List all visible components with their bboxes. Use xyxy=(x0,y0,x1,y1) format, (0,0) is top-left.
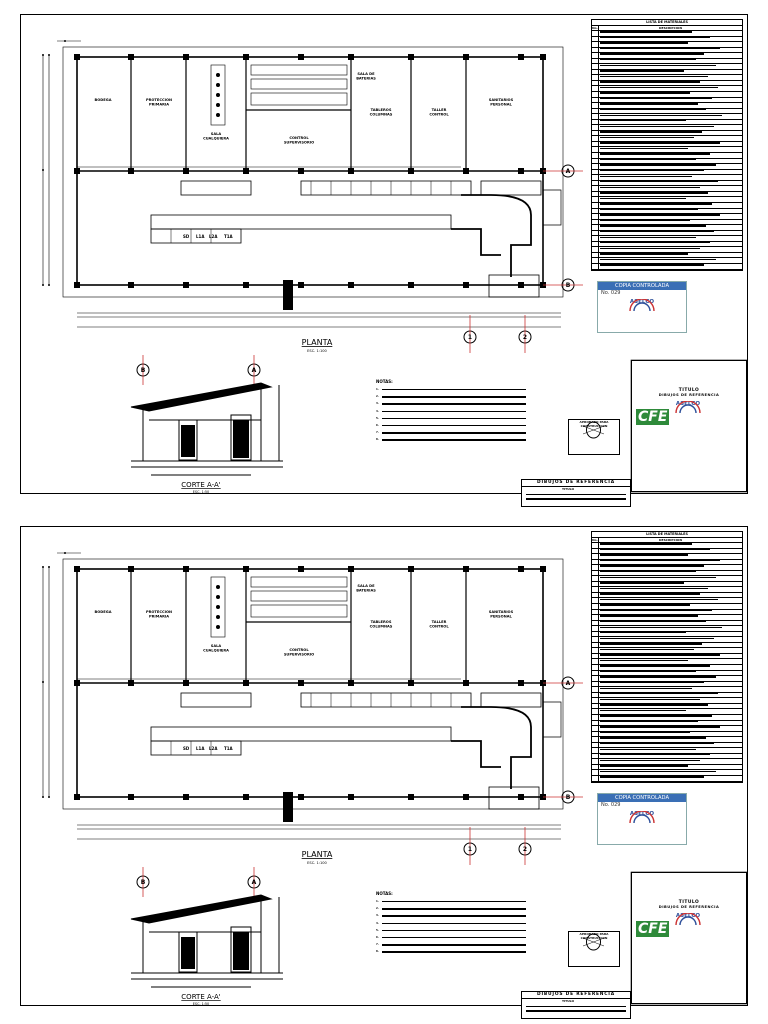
materials-row-description xyxy=(599,53,742,58)
corte-scale: ESC. 1:50 xyxy=(192,1002,210,1006)
reference-drawings-col: TITULO xyxy=(562,999,574,1003)
aselco-logo-text: ASELCO xyxy=(629,811,655,817)
materials-row-number xyxy=(592,715,599,720)
materials-row-description xyxy=(599,759,742,764)
equipment-label: L2A xyxy=(209,746,218,751)
title-block-description: DIBUJOS DE REFERENCIA xyxy=(658,905,720,909)
materials-row-description xyxy=(599,732,742,737)
materials-col-number: No. xyxy=(592,538,598,542)
materials-row-description xyxy=(599,103,742,108)
materials-row-number xyxy=(592,81,599,86)
materials-row-description xyxy=(599,59,742,64)
materials-row-description xyxy=(599,648,742,653)
materials-row-description xyxy=(599,659,742,664)
materials-row-description xyxy=(599,75,742,80)
materials-row-description xyxy=(599,175,742,180)
materials-row-number xyxy=(592,693,599,698)
materials-row-description xyxy=(599,253,742,258)
copia-controlada-number: No. 029 xyxy=(601,290,621,296)
materials-row-description xyxy=(599,86,742,91)
approval-stamp xyxy=(568,419,620,455)
materials-row-description xyxy=(599,48,742,53)
materials-row-description xyxy=(599,147,742,152)
materials-row-number xyxy=(592,42,599,47)
materials-row-description xyxy=(599,571,742,576)
materials-row-description xyxy=(599,136,742,141)
aselco-logo-titleblock-text: ASELCO xyxy=(675,913,701,919)
materials-row-number xyxy=(592,582,599,587)
materials-row-number xyxy=(592,209,599,214)
note-item: 4. xyxy=(376,410,526,413)
aselco-logo xyxy=(626,811,658,835)
reference-drawings-col: TITULO xyxy=(562,487,574,491)
materials-row-number xyxy=(592,698,599,703)
notes-list xyxy=(376,388,526,441)
materials-row-description xyxy=(599,782,742,783)
equipment-label: L1A xyxy=(196,234,205,239)
materials-row-description xyxy=(599,643,742,648)
materials-row-description xyxy=(599,754,742,759)
materials-row-number xyxy=(592,136,599,141)
materials-row-description xyxy=(599,214,742,219)
materials-row-description xyxy=(599,264,742,269)
materials-row-number xyxy=(592,571,599,576)
materials-row-number xyxy=(592,48,599,53)
aselco-logo-titleblock xyxy=(672,913,704,937)
materials-row-description xyxy=(599,776,742,781)
materials-row-description xyxy=(599,153,742,158)
materials-row-number xyxy=(592,737,599,742)
note-item: 2. xyxy=(376,907,526,910)
materials-row-description xyxy=(599,37,742,42)
materials-row-number xyxy=(592,626,599,631)
reference-drawings-table xyxy=(521,991,631,1019)
materials-row-number xyxy=(592,598,599,603)
materials-row-description xyxy=(599,186,742,191)
corte-title: CORTE A-A' xyxy=(181,993,221,1001)
equipment-label: L2A xyxy=(209,234,218,239)
materials-row-number xyxy=(592,70,599,75)
materials-row-number xyxy=(592,748,599,753)
materials-row-number xyxy=(592,125,599,130)
materials-row-number xyxy=(592,120,599,125)
materials-row-description xyxy=(599,236,742,241)
axis-label-b-corte: B xyxy=(140,879,146,886)
materials-row-description xyxy=(599,560,742,565)
materials-row-number xyxy=(592,743,599,748)
materials-row-number xyxy=(592,186,599,191)
aselco-logo-titleblock xyxy=(672,401,704,425)
materials-row-description xyxy=(599,715,742,720)
note-item: 7. xyxy=(376,943,526,946)
materials-row-description xyxy=(599,81,742,86)
title-block xyxy=(631,360,747,492)
materials-row-number xyxy=(592,654,599,659)
room-label-baterias: SALA DE BATERIAS xyxy=(356,72,376,81)
materials-row-description xyxy=(599,726,742,731)
materials-row-number xyxy=(592,92,599,97)
materials-row-description xyxy=(599,693,742,698)
materials-row-number xyxy=(592,31,599,36)
notes-section xyxy=(376,379,526,446)
note-item: 6. xyxy=(376,936,526,939)
room-label-sanitarios: SANITARIOS PERSONAL xyxy=(488,610,514,619)
drawing-sheet-1 xyxy=(20,14,748,494)
materials-row-number xyxy=(592,754,599,759)
materials-row-description xyxy=(599,709,742,714)
materials-row-number xyxy=(592,621,599,626)
materials-row-number xyxy=(592,687,599,692)
note-item: 8. xyxy=(376,950,526,953)
axis-label-2: 2 xyxy=(522,846,528,853)
room-label-bodega: BODEGA xyxy=(94,610,112,614)
materials-row-description xyxy=(599,114,742,119)
materials-row-number xyxy=(592,175,599,180)
materials-row-description xyxy=(599,615,742,620)
materials-row-description xyxy=(599,225,742,230)
materials-row-description xyxy=(599,565,742,570)
reference-drawings-header: DIBUJOS DE REFERENCIA xyxy=(522,480,630,487)
materials-row-number xyxy=(592,247,599,252)
materials-row-number xyxy=(592,203,599,208)
materials-row-description xyxy=(599,258,742,263)
materials-row-description xyxy=(599,748,742,753)
materials-row-description xyxy=(599,743,742,748)
materials-row-number xyxy=(592,676,599,681)
reference-drawings-table xyxy=(521,479,631,507)
materials-row-description xyxy=(599,31,742,36)
room-label-bodega: BODEGA xyxy=(94,98,112,102)
axis-label-1: 1 xyxy=(467,846,473,853)
copia-controlada-number: No. 029 xyxy=(601,802,621,808)
room-label-proteccion: PROTECCION PRIMARIA xyxy=(145,98,173,107)
materials-row-description xyxy=(599,203,742,208)
materials-row-number xyxy=(592,770,599,775)
note-item: 1. xyxy=(376,900,526,903)
materials-row xyxy=(592,782,742,783)
axis-label-b: B xyxy=(565,282,571,289)
materials-row-description xyxy=(599,159,742,164)
materials-row-description xyxy=(599,164,742,169)
materials-row-number xyxy=(592,59,599,64)
materials-row-description xyxy=(599,70,742,75)
note-item: 3. xyxy=(376,402,526,405)
copia-controlada-stamp xyxy=(597,281,687,333)
materials-row-number xyxy=(592,170,599,175)
materials-row-number xyxy=(592,632,599,637)
materials-row-description xyxy=(599,247,742,252)
materials-row-number xyxy=(592,258,599,263)
materials-row-number xyxy=(592,242,599,247)
materials-row-number xyxy=(592,732,599,737)
materials-row-number xyxy=(592,236,599,241)
materials-row-description xyxy=(599,543,742,548)
materials-row-number xyxy=(592,709,599,714)
equipment-label: T1A xyxy=(224,234,233,239)
room-label-control: CONTROL SUPERVISORIO xyxy=(283,136,315,145)
materials-row-description xyxy=(599,626,742,631)
materials-row-description xyxy=(599,109,742,114)
drawing-sheet-2 xyxy=(20,526,748,1006)
materials-row-description xyxy=(599,582,742,587)
room-label-baterias: SALA DE BATERIAS xyxy=(356,584,376,593)
materials-row-description xyxy=(599,637,742,642)
materials-row-description xyxy=(599,604,742,609)
aselco-logo-text: ASELCO xyxy=(629,299,655,305)
materials-row-number xyxy=(592,549,599,554)
materials-row-description xyxy=(599,682,742,687)
equipment-label: SD xyxy=(183,234,190,239)
materials-row-number xyxy=(592,765,599,770)
axis-label-b: B xyxy=(565,794,571,801)
materials-row-number xyxy=(592,565,599,570)
materials-list-title: LISTA DE MATERIALES xyxy=(592,20,742,26)
room-label-sala: SALA CUALQUIERA xyxy=(203,132,229,141)
materials-col-description: DESCRIPCION xyxy=(659,538,682,542)
note-item: 8. xyxy=(376,438,526,441)
copia-controlada-header: COPIA CONTROLADA xyxy=(598,794,686,802)
room-label-control: CONTROL SUPERVISORIO xyxy=(283,648,315,657)
materials-row-number xyxy=(592,214,599,219)
materials-list-title: LISTA DE MATERIALES xyxy=(592,532,742,538)
materials-row-description xyxy=(599,170,742,175)
note-item: 6. xyxy=(376,424,526,427)
materials-row-description xyxy=(599,765,742,770)
materials-row-number xyxy=(592,64,599,69)
materials-row-description xyxy=(599,654,742,659)
materials-row-number xyxy=(592,593,599,598)
materials-row-description xyxy=(599,125,742,130)
materials-row-description xyxy=(599,687,742,692)
materials-row-description xyxy=(599,770,742,775)
equipment-label: T1A xyxy=(224,746,233,751)
planta-title: PLANTA xyxy=(301,850,333,859)
materials-row-description xyxy=(599,231,742,236)
notes-title: NOTAS: xyxy=(376,379,393,384)
materials-row-number xyxy=(592,637,599,642)
materials-row-description xyxy=(599,242,742,247)
equipment-label: L1A xyxy=(196,746,205,751)
materials-row-description xyxy=(599,721,742,726)
materials-row-description xyxy=(599,270,742,271)
materials-row-number xyxy=(592,543,599,548)
cfe-logo: CFE xyxy=(638,921,668,937)
materials-row-number xyxy=(592,197,599,202)
materials-row-description xyxy=(599,197,742,202)
materials-row-description xyxy=(599,676,742,681)
materials-row-description xyxy=(599,220,742,225)
materials-row-description xyxy=(599,665,742,670)
materials-row-number xyxy=(592,610,599,615)
materials-row-description xyxy=(599,737,742,742)
materials-row-number xyxy=(592,86,599,91)
materials-row-number xyxy=(592,37,599,42)
equipment-label: SD xyxy=(183,746,190,751)
materials-row-number xyxy=(592,181,599,186)
materials-row-number xyxy=(592,721,599,726)
materials-row-number xyxy=(592,153,599,158)
room-label-taller: TALLER CONTROL xyxy=(429,620,449,629)
title-block-titulo: TITULO xyxy=(678,900,700,905)
note-item: 4. xyxy=(376,922,526,925)
materials-row-number xyxy=(592,587,599,592)
approval-stamp-text: APROBADO PARA CONSTRUCCION xyxy=(579,420,609,428)
materials-row-number xyxy=(592,671,599,676)
materials-row-number xyxy=(592,576,599,581)
materials-list-table xyxy=(591,531,743,783)
materials-row-description xyxy=(599,192,742,197)
approval-stamp xyxy=(568,931,620,967)
materials-row-number xyxy=(592,604,599,609)
title-block xyxy=(631,872,747,1004)
materials-row-description xyxy=(599,593,742,598)
room-label-sanitarios: SANITARIOS PERSONAL xyxy=(488,98,514,107)
materials-row-description xyxy=(599,131,742,136)
notes-title: NOTAS: xyxy=(376,891,393,896)
materials-list-rows xyxy=(592,31,742,271)
note-item: 2. xyxy=(376,395,526,398)
axis-label-a-corte: A xyxy=(251,879,257,886)
materials-row-description xyxy=(599,621,742,626)
materials-row-number xyxy=(592,231,599,236)
axis-label-2: 2 xyxy=(522,334,528,341)
materials-row-number xyxy=(592,704,599,709)
materials-row-number xyxy=(592,225,599,230)
axis-label-a: A xyxy=(565,680,571,687)
planta-scale: ESC. 1:100 xyxy=(307,861,327,865)
materials-row-number xyxy=(592,103,599,108)
materials-row-number xyxy=(592,192,599,197)
materials-row-number xyxy=(592,75,599,80)
reference-drawings-header: DIBUJOS DE REFERENCIA xyxy=(522,992,630,999)
materials-list-table xyxy=(591,19,743,271)
materials-row-description xyxy=(599,554,742,559)
materials-row-description xyxy=(599,92,742,97)
aselco-logo-titleblock-text: ASELCO xyxy=(675,401,701,407)
axis-label-b-corte: B xyxy=(140,367,146,374)
materials-row-description xyxy=(599,698,742,703)
aselco-logo xyxy=(626,299,658,323)
room-label-tableros: TABLEROS COLUMNAS xyxy=(369,108,393,117)
materials-row xyxy=(592,270,742,271)
materials-row-description xyxy=(599,181,742,186)
note-item: 1. xyxy=(376,388,526,391)
axis-label-1: 1 xyxy=(467,334,473,341)
materials-row-number xyxy=(592,159,599,164)
materials-row-number xyxy=(592,643,599,648)
materials-row-number xyxy=(592,270,599,271)
materials-row-number xyxy=(592,114,599,119)
room-label-tableros: TABLEROS COLUMNAS xyxy=(369,620,393,629)
planta-scale: ESC. 1:100 xyxy=(307,349,327,353)
materials-row-description xyxy=(599,142,742,147)
materials-row-number xyxy=(592,776,599,781)
notes-section xyxy=(376,891,526,958)
materials-row-number xyxy=(592,615,599,620)
materials-row-number xyxy=(592,147,599,152)
materials-row-number xyxy=(592,164,599,169)
materials-row-number xyxy=(592,131,599,136)
note-item: 3. xyxy=(376,914,526,917)
materials-row-description xyxy=(599,704,742,709)
materials-row-number xyxy=(592,264,599,269)
materials-col-number: No. xyxy=(592,26,598,30)
materials-row-number xyxy=(592,109,599,114)
materials-row-description xyxy=(599,98,742,103)
materials-row-number xyxy=(592,665,599,670)
title-block-description: DIBUJOS DE REFERENCIA xyxy=(658,393,720,397)
materials-row-description xyxy=(599,576,742,581)
materials-row-description xyxy=(599,64,742,69)
corte-scale: ESC. 1:50 xyxy=(192,490,210,494)
materials-col-description: DESCRIPCION xyxy=(659,26,682,30)
materials-row-number xyxy=(592,53,599,58)
materials-row-description xyxy=(599,42,742,47)
note-item: 7. xyxy=(376,431,526,434)
axis-label-a: A xyxy=(565,168,571,175)
materials-row-number xyxy=(592,98,599,103)
materials-row-description xyxy=(599,632,742,637)
note-item: 5. xyxy=(376,929,526,932)
axis-label-a-corte: A xyxy=(251,367,257,374)
materials-row-number xyxy=(592,560,599,565)
materials-row-number xyxy=(592,759,599,764)
materials-row-description xyxy=(599,120,742,125)
materials-row-number xyxy=(592,782,599,783)
materials-row-description xyxy=(599,610,742,615)
materials-row-description xyxy=(599,587,742,592)
copia-controlada-header: COPIA CONTROLADA xyxy=(598,282,686,290)
materials-row-description xyxy=(599,209,742,214)
materials-row-number xyxy=(592,682,599,687)
cfe-logo: CFE xyxy=(638,409,668,425)
title-block-titulo: TITULO xyxy=(678,388,700,393)
room-label-sala: SALA CUALQUIERA xyxy=(203,644,229,653)
room-label-proteccion: PROTECCION PRIMARIA xyxy=(145,610,173,619)
room-label-taller: TALLER CONTROL xyxy=(429,108,449,117)
materials-row-number xyxy=(592,726,599,731)
materials-row-description xyxy=(599,549,742,554)
note-item: 5. xyxy=(376,417,526,420)
materials-row-number xyxy=(592,659,599,664)
materials-row-number xyxy=(592,554,599,559)
approval-stamp-text: APROBADO PARA CONSTRUCCION xyxy=(579,932,609,940)
planta-title: PLANTA xyxy=(301,338,333,347)
materials-list-rows xyxy=(592,543,742,783)
materials-row-number xyxy=(592,220,599,225)
materials-row-number xyxy=(592,648,599,653)
materials-row-description xyxy=(599,598,742,603)
materials-row-number xyxy=(592,142,599,147)
copia-controlada-stamp xyxy=(597,793,687,845)
notes-list xyxy=(376,900,526,953)
materials-row-number xyxy=(592,253,599,258)
corte-title: CORTE A-A' xyxy=(181,481,221,489)
materials-row-description xyxy=(599,671,742,676)
